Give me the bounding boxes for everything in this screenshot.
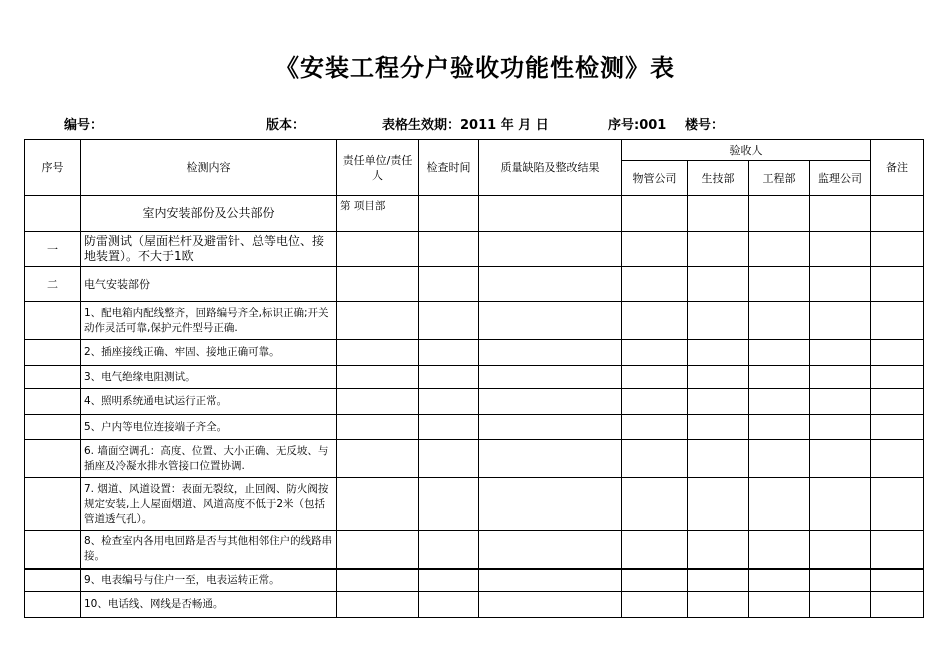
- row-check-time[interactable]: [419, 415, 479, 440]
- row-engineering[interactable]: [749, 569, 810, 592]
- row-check-time[interactable]: [419, 592, 479, 618]
- row-tech[interactable]: [688, 592, 749, 618]
- header-check-time: 检查时间: [419, 140, 479, 196]
- table-row: [25, 592, 924, 618]
- row-responsible: [337, 415, 419, 440]
- row-tech[interactable]: [688, 478, 749, 531]
- row-property[interactable]: [622, 389, 688, 415]
- row-engineering[interactable]: [749, 415, 810, 440]
- row-quality[interactable]: [479, 389, 622, 415]
- row-seq: [25, 340, 81, 366]
- row-tech[interactable]: [688, 196, 749, 232]
- row-tech[interactable]: [688, 366, 749, 389]
- row-property[interactable]: [622, 340, 688, 366]
- table-row: [25, 415, 924, 440]
- row-content: 4、照明系统通电试运行正常。: [81, 389, 337, 415]
- row-content: 7. 烟道、风道设置：表面无裂纹，止回阀、防火阀按规定安装,上人屋面烟道、风道高度不低于2米（包括管道透气孔）。: [81, 478, 337, 531]
- row-property[interactable]: [622, 196, 688, 232]
- row-remarks[interactable]: [871, 478, 924, 531]
- row-supervision[interactable]: [810, 302, 871, 340]
- header-responsible: 责任单位/责任人: [337, 140, 419, 196]
- row-seq: [25, 478, 81, 531]
- row-property[interactable]: [622, 366, 688, 389]
- row-engineering[interactable]: [749, 531, 810, 569]
- table-row: [25, 366, 924, 389]
- row-responsible: [337, 366, 419, 389]
- header-remarks: 备注: [871, 140, 924, 196]
- row-supervision[interactable]: [810, 440, 871, 478]
- row-quality[interactable]: [479, 196, 622, 232]
- row-tech[interactable]: [688, 415, 749, 440]
- table-row: [25, 478, 924, 531]
- row-responsible: 第 项目部: [337, 196, 419, 232]
- header-row-1: [25, 140, 924, 161]
- row-remarks[interactable]: [871, 302, 924, 340]
- row-tech[interactable]: [688, 440, 749, 478]
- row-supervision[interactable]: [810, 232, 871, 267]
- row-remarks[interactable]: [871, 196, 924, 232]
- row-remarks[interactable]: [871, 415, 924, 440]
- row-seq: [25, 531, 81, 569]
- version-label: 版本：: [266, 118, 306, 133]
- row-remarks[interactable]: [871, 440, 924, 478]
- row-seq: [25, 196, 81, 232]
- row-seq: [25, 440, 81, 478]
- row-property[interactable]: [622, 592, 688, 618]
- row-engineering[interactable]: [749, 478, 810, 531]
- table-row: [25, 569, 924, 592]
- header-tech: 生技部: [688, 161, 749, 196]
- row-check-time[interactable]: [419, 366, 479, 389]
- row-quality[interactable]: [479, 302, 622, 340]
- row-content: 1、配电箱内配线整齐，回路编号齐全,标识正确;开关动作灵活可靠,保护元件型号正确.: [81, 302, 337, 340]
- row-quality[interactable]: [479, 267, 622, 302]
- header-engineering: 工程部: [749, 161, 810, 196]
- row-quality[interactable]: [479, 440, 622, 478]
- table-row: [25, 232, 924, 267]
- row-property[interactable]: [622, 440, 688, 478]
- header-property: 物管公司: [622, 161, 688, 196]
- row-seq: [25, 389, 81, 415]
- row-quality[interactable]: [479, 232, 622, 267]
- row-property[interactable]: [622, 267, 688, 302]
- row-quality[interactable]: [479, 478, 622, 531]
- table-row: [25, 389, 924, 415]
- row-tech[interactable]: [688, 267, 749, 302]
- row-engineering[interactable]: [749, 366, 810, 389]
- row-quality[interactable]: [479, 531, 622, 569]
- row-responsible: [337, 267, 419, 302]
- row-supervision[interactable]: [810, 389, 871, 415]
- row-remarks[interactable]: [871, 569, 924, 592]
- row-tech[interactable]: [688, 302, 749, 340]
- header-supervision: 监理公司: [810, 161, 871, 196]
- row-quality[interactable]: [479, 366, 622, 389]
- form-title: 《安装工程分户验收功能性检测》表: [275, 54, 675, 82]
- number-label: 编号：: [64, 118, 104, 133]
- table-row: [25, 531, 924, 569]
- row-seq: [25, 569, 81, 592]
- row-remarks[interactable]: [871, 267, 924, 302]
- header-content: 检测内容: [81, 140, 337, 196]
- row-engineering[interactable]: [749, 389, 810, 415]
- row-tech[interactable]: [688, 232, 749, 267]
- row-check-time[interactable]: [419, 440, 479, 478]
- row-content: 9、电表编号与住户一至，电表运转正常。: [81, 569, 337, 592]
- row-property[interactable]: [622, 232, 688, 267]
- row-supervision[interactable]: [810, 531, 871, 569]
- row-check-time[interactable]: [419, 478, 479, 531]
- row-check-time[interactable]: [419, 389, 479, 415]
- row-responsible: [337, 232, 419, 267]
- row-remarks[interactable]: [871, 366, 924, 389]
- row-content: 5、户内等电位连接端子齐全。: [81, 415, 337, 440]
- row-engineering[interactable]: [749, 440, 810, 478]
- row-supervision[interactable]: [810, 415, 871, 440]
- table-row: [25, 440, 924, 478]
- row-responsible: [337, 340, 419, 366]
- row-remarks[interactable]: [871, 592, 924, 618]
- row-content: 电气安装部份: [81, 267, 337, 302]
- row-check-time[interactable]: [419, 302, 479, 340]
- row-engineering[interactable]: [749, 592, 810, 618]
- row-supervision[interactable]: [810, 196, 871, 232]
- row-responsible: [337, 531, 419, 569]
- row-quality[interactable]: [479, 592, 622, 618]
- row-engineering[interactable]: [749, 302, 810, 340]
- row-supervision[interactable]: [810, 267, 871, 302]
- header-seq: 序号: [25, 140, 81, 196]
- row-responsible: [337, 592, 419, 618]
- table-row: [25, 340, 924, 366]
- row-content: 2、插座接线正确、牢固、接地正确可靠。: [81, 340, 337, 366]
- row-tech[interactable]: [688, 531, 749, 569]
- header-acceptor: 验收人: [622, 140, 871, 161]
- row-seq: 二: [25, 267, 81, 302]
- row-content: 室内安装部份及公共部份: [81, 196, 337, 232]
- row-content: 防雷测试（屋面栏杆及避雷针、总等电位、接地装置）。不大于1欧: [81, 232, 337, 267]
- row-tech[interactable]: [688, 389, 749, 415]
- row-engineering[interactable]: [749, 196, 810, 232]
- effective-date-label: 表格生效期：2011 年 月 日: [382, 118, 549, 133]
- row-quality[interactable]: [479, 569, 622, 592]
- row-tech[interactable]: [688, 569, 749, 592]
- row-content: 8、检查室内各用电回路是否与其他相邻住户的线路串接。: [81, 531, 337, 569]
- row-remarks[interactable]: [871, 531, 924, 569]
- row-responsible: [337, 302, 419, 340]
- row-seq: [25, 415, 81, 440]
- row-remarks[interactable]: [871, 340, 924, 366]
- inspection-table: [24, 139, 924, 618]
- row-supervision[interactable]: [810, 592, 871, 618]
- row-supervision[interactable]: [810, 340, 871, 366]
- building-label: 楼号：: [685, 118, 725, 133]
- row-seq: [25, 302, 81, 340]
- row-content: 10、电话线、网线是否畅通。: [81, 592, 337, 618]
- row-responsible: [337, 478, 419, 531]
- row-property[interactable]: [622, 531, 688, 569]
- row-responsible: [337, 389, 419, 415]
- table-row: [25, 196, 924, 232]
- row-content: 6. 墙面空调孔：高度、位置、大小正确、无反坡、与插座及冷凝水排水管接口位置协调.: [81, 440, 337, 478]
- row-remarks[interactable]: [871, 232, 924, 267]
- row-tech[interactable]: [688, 340, 749, 366]
- row-supervision[interactable]: [810, 478, 871, 531]
- row-property[interactable]: [622, 415, 688, 440]
- row-responsible: [337, 569, 419, 592]
- row-supervision[interactable]: [810, 569, 871, 592]
- row-responsible: [337, 440, 419, 478]
- row-content: 3、电气绝缘电阻测试。: [81, 366, 337, 389]
- row-supervision[interactable]: [810, 366, 871, 389]
- row-remarks[interactable]: [871, 389, 924, 415]
- row-check-time[interactable]: [419, 196, 479, 232]
- row-engineering[interactable]: [749, 267, 810, 302]
- row-property[interactable]: [622, 302, 688, 340]
- row-check-time[interactable]: [419, 267, 479, 302]
- row-check-time[interactable]: [419, 232, 479, 267]
- row-seq: [25, 592, 81, 618]
- row-engineering[interactable]: [749, 340, 810, 366]
- row-seq: 一: [25, 232, 81, 267]
- table-row: [25, 302, 924, 340]
- header-quality: 质量缺陷及整改结果: [479, 140, 622, 196]
- row-property[interactable]: [622, 478, 688, 531]
- row-quality[interactable]: [479, 415, 622, 440]
- row-property[interactable]: [622, 569, 688, 592]
- table-row: [25, 267, 924, 302]
- row-check-time[interactable]: [419, 340, 479, 366]
- row-seq: [25, 366, 81, 389]
- row-check-time[interactable]: [419, 569, 479, 592]
- row-check-time[interactable]: [419, 531, 479, 569]
- row-engineering[interactable]: [749, 232, 810, 267]
- row-quality[interactable]: [479, 340, 622, 366]
- serial-label: 序号:001: [608, 118, 667, 133]
